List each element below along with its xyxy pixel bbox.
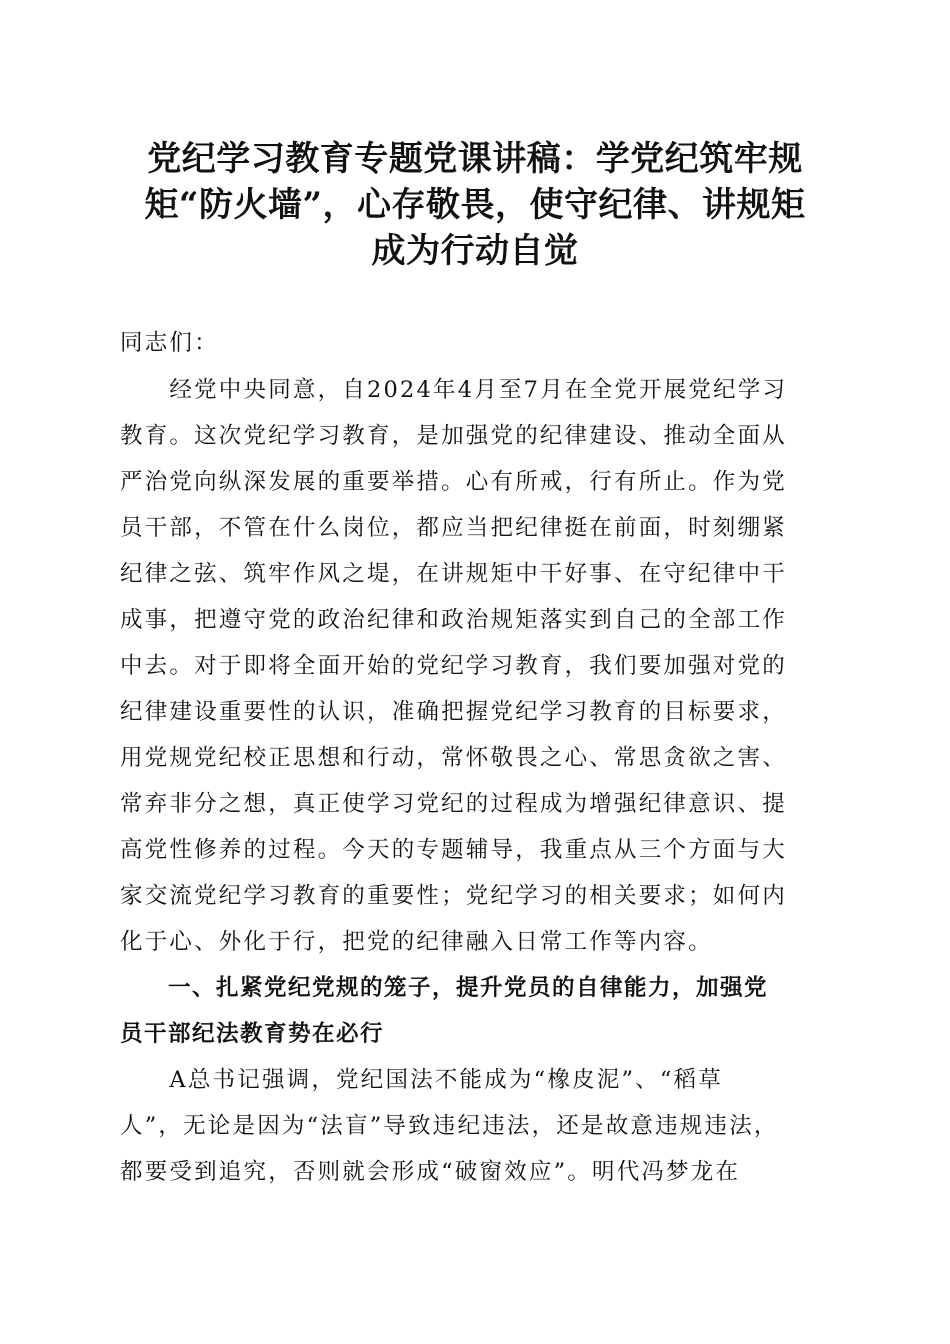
title-line: 党纪学习教育专题党课讲稿：学党纪筑牢规	[147, 139, 803, 179]
section-heading-1	[120, 965, 832, 1057]
paragraph-intro	[120, 367, 832, 965]
text-line: 都要受到追究，否则就会形成“破窗效应”。明代冯梦龙在	[120, 1159, 741, 1185]
title-line: 成为行动自觉	[371, 231, 579, 271]
title-line: 矩“防火墙”，心存敬畏，使守纪律、讲规矩	[144, 185, 806, 225]
text-line: 教育。这次党纪学习教育，是加强党的纪律建设、推动全面从	[120, 423, 787, 449]
text-line: 严治党向纵深发展的重要举措。心有所戒，行有所止。作为党	[120, 469, 787, 495]
text-line: 经党中央同意，自2024年4月至7月在全党开展党纪学习	[120, 377, 788, 403]
text-line: A总书记强调，党纪国法不能成为“橡皮泥”、“稻草	[120, 1067, 723, 1093]
text-line: 家交流党纪学习教育的重要性；党纪学习的相关要求；如何内	[120, 883, 787, 909]
document-body	[120, 320, 832, 1195]
text-line: 人”，无论是因为“法盲”导致违纪违法，还是故意违规违法，	[120, 1113, 779, 1139]
text-line: 高党性修养的过程。今天的专题辅导，我重点从三个方面与大	[120, 837, 787, 863]
heading-line: 一、扎紧党纪党规的笼子，提升党员的自律能力，加强党	[120, 975, 769, 1001]
text-line: 成事，把遵守党的政治纪律和政治规矩落实到自己的全部工作	[120, 607, 787, 633]
document-title	[110, 136, 840, 274]
greeting: 同志们：	[120, 330, 219, 356]
text-line: 纪律之弦、筑牢作风之堤，在讲规矩中干好事、在守纪律中干	[120, 561, 787, 587]
text-line: 纪律建设重要性的认识，准确把握党纪学习教育的目标要求，	[120, 699, 787, 725]
text-line: 化于心、外化于行，把党的纪律融入日常工作等内容。	[120, 929, 713, 955]
text-line: 员干部，不管在什么岗位，都应当把纪律挺在前面，时刻绷紧	[120, 515, 787, 541]
text-line: 用党规党纪校正思想和行动，常怀敬畏之心、常思贪欲之害、	[120, 745, 787, 771]
paragraph-section-1	[120, 1057, 832, 1195]
heading-line: 员干部纪法教育势在必行	[120, 1021, 385, 1047]
text-line: 中去。对于即将全面开始的党纪学习教育，我们要加强对党的	[120, 653, 787, 679]
text-line: 常弃非分之想，真正使学习党纪的过程成为增强纪律意识、提	[120, 791, 787, 817]
